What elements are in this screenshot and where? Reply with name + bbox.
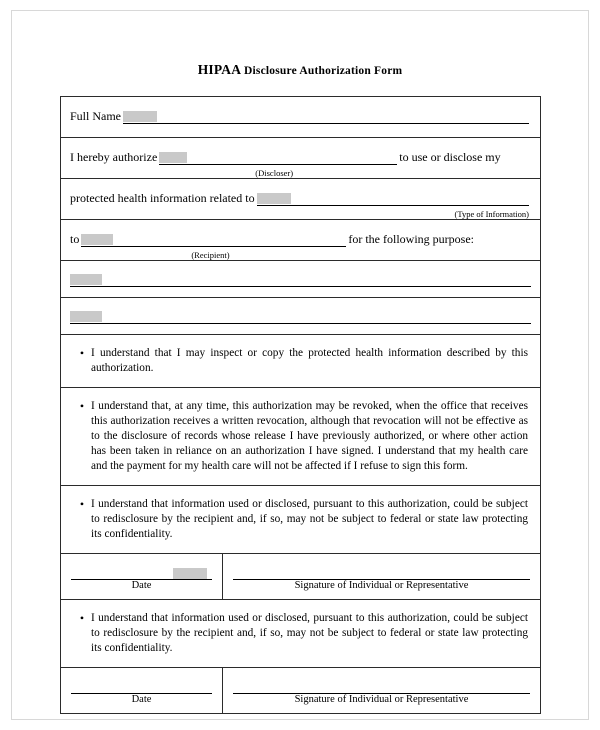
discloser-sublabel: (Discloser): [255, 168, 294, 178]
bullet-icon: •: [79, 346, 85, 360]
full-name-label: Full Name: [70, 109, 121, 123]
type-of-information-input[interactable]: [257, 191, 529, 219]
form-row-purpose-line-2: [61, 298, 540, 335]
signature-caption-2: Signature of Individual or Representative: [294, 694, 469, 705]
acknowledgement-item-4: [61, 600, 540, 668]
purpose-line-1-highlight: [70, 274, 102, 285]
purpose-line-2-highlight: [70, 311, 102, 322]
acknowledgement-text-2: I understand that, at any time, this authorization may be revoked, when the office that receives this authorization receives a written revocation, although that revocation will not be effective as to the disclosure of records whose release I have previously authorized, or where other action has been taken in reliance on an authorization I have signed. I understand that my health care and the payment for my health care will not be affected if I refuse to sign this form.: [91, 400, 528, 472]
purpose-suffix-label: for the following purpose:: [348, 232, 474, 246]
recipient-highlight: [81, 234, 113, 245]
type-of-information-sublabel: (Type of Information): [454, 209, 529, 219]
hipaa-authorization-form: [60, 96, 541, 714]
acknowledgement-item-3: [61, 486, 540, 554]
form-row-purpose-line-1: [61, 261, 540, 298]
purpose-line-2-input[interactable]: [70, 323, 531, 324]
phi-prefix-label: protected health information related to: [70, 191, 255, 205]
recipient-input[interactable]: [81, 232, 346, 260]
date-caption-2: Date: [131, 694, 152, 705]
signature-block-1: [61, 554, 540, 600]
form-row-full-name: [61, 97, 540, 138]
page-title: [0, 62, 600, 78]
page-title-rest: Disclosure Authorization Form: [244, 65, 403, 77]
signature-caption-1: Signature of Individual or Representative: [294, 580, 469, 591]
acknowledgement-item-2: [61, 388, 540, 486]
authorize-suffix-label: to use or disclose my: [399, 150, 501, 164]
discloser-input[interactable]: [159, 150, 397, 178]
discloser-highlight: [159, 152, 187, 163]
acknowledgement-text-3: I understand that information used or disclosed, pursuant to this authorization, could be subject to redisclosure by the recipient and, if so, may not be subject to federal or state law protecting its confidentiality.: [91, 498, 528, 540]
to-prefix-label: to: [70, 232, 80, 246]
acknowledgement-text-1: I understand that I may inspect or copy the protected health information described by this authorization.: [91, 347, 528, 374]
signature-block-2: [61, 668, 540, 714]
date-field-1[interactable]: [61, 554, 223, 599]
acknowledgement-text-4: I understand that information used or disclosed, pursuant to this authorization, could be subject to redisclosure by the recipient and, if so, may not be subject to federal or state law protecting its confidentiality.: [91, 612, 528, 654]
signature-field-1[interactable]: [223, 554, 540, 599]
date-highlight-1: [173, 568, 207, 579]
date-caption-1: Date: [131, 580, 152, 591]
type-of-information-highlight: [257, 193, 291, 204]
recipient-sublabel: (Recipient): [191, 250, 230, 260]
bullet-icon: •: [79, 399, 85, 413]
page-title-main: HIPAA: [197, 62, 241, 77]
full-name-highlight: [123, 111, 157, 122]
signature-field-2[interactable]: [223, 668, 540, 713]
form-row-type-of-information: [61, 179, 540, 220]
authorize-prefix-label: I hereby authorize: [70, 150, 158, 164]
form-row-authorize: [61, 138, 540, 179]
purpose-line-1-input[interactable]: [70, 286, 531, 287]
full-name-input[interactable]: [123, 109, 529, 124]
acknowledgement-item-1: [61, 335, 540, 388]
bullet-icon: •: [79, 611, 85, 625]
date-field-2[interactable]: [61, 668, 223, 713]
form-row-recipient: [61, 220, 540, 261]
bullet-icon: •: [79, 497, 85, 511]
